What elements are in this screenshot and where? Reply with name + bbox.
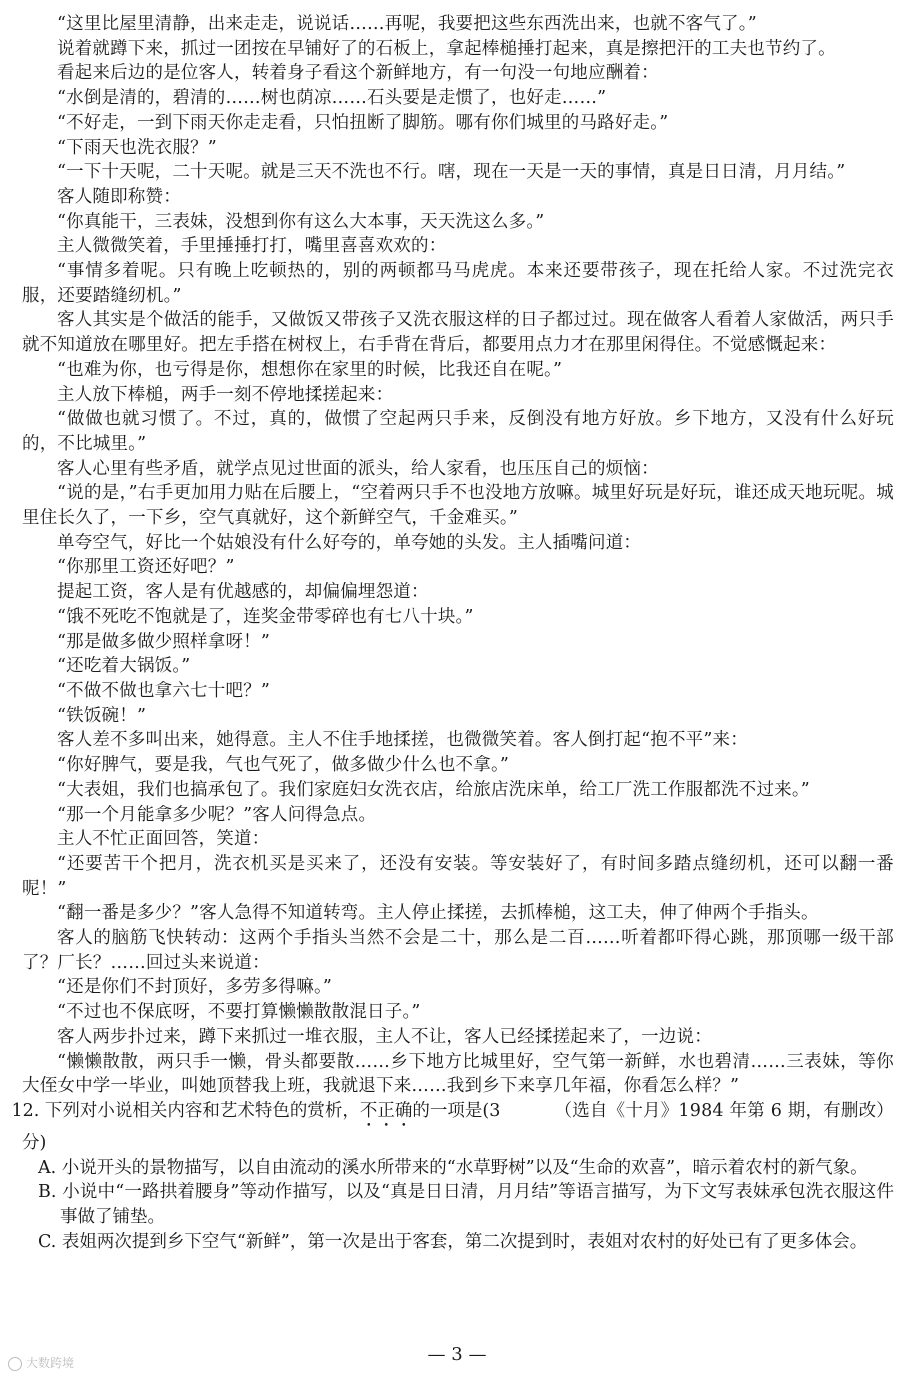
paragraph: “下雨天也洗衣服？” (57, 137, 217, 158)
paragraph: 客人心里有些矛盾，就学点见过世面的派头，给人家看，也压压自己的烦恼： (57, 458, 659, 479)
paragraph: 看起来后边的是位客人，转着身子看这个新鲜地方，有一句没一句地应酬着： (57, 63, 659, 84)
paragraph: 客人差不多叫出来，她得意。主人不住手地揉搓，也微微笑着。客人倒打起“抱不平”来： (57, 730, 748, 751)
question-prefix: 12. 下列对小说相关内容和艺术特色的赏析， (11, 1100, 360, 1121)
paragraph: “翻一番是多少？”客人急得不知道转弯。主人停止揉搓，去抓棒槌，这工夫，伸了伸两个手指头。 (57, 903, 819, 924)
paragraph: “还是你们不封顶好，多劳多得嘛。” (57, 977, 333, 998)
paragraph: 提起工资，客人是有优越感的，却偏偏埋怨道： (57, 582, 429, 603)
option-a (22, 1156, 894, 1181)
paragraph: “还吃着大锅饭。” (57, 656, 191, 677)
paragraph: “水倒是清的，碧清的……树也荫凉……石头要是走惯了，也好走……” (57, 88, 607, 109)
page-number: — 3 — (427, 1344, 487, 1365)
paragraph: 主人微微笑着，手里捶捶打打，嘴里喜喜欢欢的： (57, 236, 447, 257)
paragraph: “饿不死吃不饱就是了，连奖金带零碎也有七八十块。” (57, 606, 474, 627)
paragraph: 说着就蹲下来，抓过一团按在早铺好了的石板上，拿起棒槌捶打起来，真是擦把汗的工夫也节约了。 (57, 38, 836, 59)
paragraph: “大表姐，我们也搞承包了。我们家庭妇女洗衣店，给旅店洗床单，给工厂洗工作服都洗不过来。” (57, 779, 810, 800)
paragraph: “那是做多做少照样拿呀！” (57, 631, 270, 652)
option-letter: B. (38, 1182, 57, 1203)
paragraph: “不做不做也拿六七十吧？” (57, 680, 270, 701)
paragraph: “一下十天呢，二十天呢。就是三天不洗也不行。嗐，现在一天是一天的事情，真是日日清，月月结。” (57, 162, 846, 183)
paragraph: “做做也就习惯了。不过，真的，做惯了空起两只手来，反倒没有地方好放。乡下地方，又没有什么好玩的，不比城里。” (22, 409, 894, 454)
option-letter: A. (38, 1157, 57, 1178)
paragraph: 主人放下棒槌，两手一刻不停地揉搓起来： (57, 384, 394, 405)
paragraph: “你那里工资还好吧？” (57, 557, 235, 578)
paragraph: “铁饭碗！” (57, 705, 147, 726)
question-emphasis: 不正确 (359, 1100, 413, 1121)
paragraph: 主人不忙正面回答，笑道： (57, 829, 270, 850)
paragraph: “还要苦干个把月，洗衣机买是买来了，还没有安装。等安装好了，有时间多踏点缝纫机，还可以翻一番呢！” (22, 853, 894, 899)
paragraph: “不过也不保底呀，不要打算懒懒散散混日子。” (57, 1002, 421, 1023)
paragraph: 客人两步扑过来，蹲下来抓过一堆衣服，主人不让，客人已经揉搓起来了，一边说： (57, 1026, 712, 1047)
paragraph: 客人的脑筋飞快转动：这两个手指头当然不会是二十，那么是二百……听着都吓得心跳，那顶哪一级干部了？厂长？……回过头来说道： (22, 928, 894, 973)
option-c (22, 1230, 894, 1255)
paragraph: 客人其实是个做活的能手，又做饭又带孩子又洗衣服这样的日子都过过。现在做客人看着人家做活，两只手就不知道放在哪里好。把左手搭在树杈上，右手背在背后，都要用点力才在那里闲得住。不觉感慨起来： (22, 310, 894, 356)
source-citation: （选自《十月》1984 年第 6 期，有删改） (554, 1100, 894, 1121)
question-suffix: 的一项是(3 分) (22, 1100, 501, 1153)
paragraph: “你好脾气，要是我，气也气死了，做多做少什么也不拿。” (57, 755, 510, 776)
option-b (22, 1180, 894, 1229)
option-text: 小说中“一路拱着腰身”等动作描写，以及“真是日日清，月月结”等语言描写，为下文写表妹承包洗衣服这件事做了铺垫。 (60, 1182, 894, 1228)
exam-page (11, 12, 894, 1254)
watermark-logo-icon (8, 1357, 22, 1371)
option-text: 表姐两次提到乡下空气“新鲜”，第一次是出于客套，第二次提到时，表姐对农村的好处已有了更多体会。 (61, 1231, 868, 1252)
paragraph: 客人随即称赞： (57, 186, 181, 207)
paragraph: “事情多着呢。只有晚上吃顿热的，别的两顿都马马虎虎。本来还要带孩子，现在托给人家。不过洗完衣服，还要踏缝纫机。” (22, 261, 894, 306)
option-text: 小说开头的景物描写，以自由流动的溪水所带来的“水草野树”以及“生命的欢喜”，暗示着农村的新气象。 (61, 1157, 868, 1178)
paragraph: “那一个月能拿多少呢？”客人问得急点。 (57, 804, 377, 825)
paragraph: “说的是，”右手更加用力贴在后腰上，“空着两只手不也没地方放嘛。城里好玩是好玩，谁还成天地玩呢。城里住长久了，一下乡，空气真就好，这个新鲜空气，千金难买。” (22, 483, 894, 529)
paragraph: 单夸空气，好比一个姑娘没有什么好夸的，单夸她的头发。主人插嘴问道： (57, 532, 642, 553)
watermark-text: 大数跨境 (26, 1356, 75, 1370)
paragraph-text: “懒懒散散，两只手一懒，骨头都要散……乡下地方比城里好，空气第一新鲜，水也碧清……三表妹，等你大侄女中学一毕业，叫她顶替我上班，我就退下来……我到乡下来享几年福，你看怎么样？” (22, 1051, 894, 1097)
paragraph: “这里比屋里清静，出来走走，说说话……再呢，我要把这些东西洗出来，也就不客气了。” (57, 14, 757, 34)
paragraph: “不好走，一到下雨天你走走看，只怕扭断了脚筋。哪有你们城里的马路好走。” (57, 112, 669, 133)
watermark (8, 1354, 74, 1371)
paragraph: “你真能干，三表妹，没想到你有这么大本事，天天洗这么多。” (57, 211, 545, 232)
option-letter: C. (38, 1231, 57, 1252)
paragraph: “也难为你，也亏得是你，想想你在家里的时候，比我还自在呢。” (57, 359, 563, 380)
